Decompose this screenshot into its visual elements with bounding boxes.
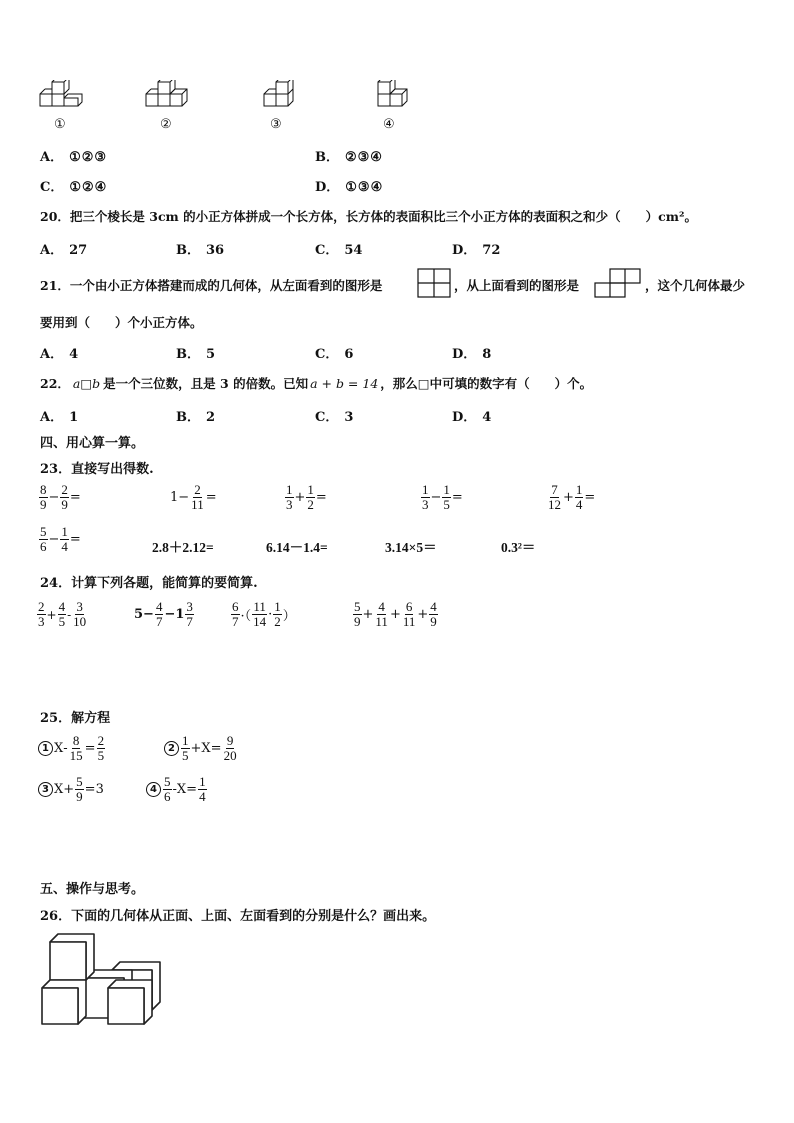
q19-figure-4 (378, 80, 407, 106)
q23-expr-2: 1− $\frac{2}{11}$ = (170, 482, 217, 512)
q22-expression: a□b (72, 376, 101, 391)
q22-question: 22． a□b 是一个三位数，且是 3 的倍数。已知 a + b = 14 ，那么□中可填的数字有（ ）个。 (40, 376, 593, 391)
q23-title: 23．直接写出得数. (40, 462, 154, 477)
q20-option-a[interactable]: A． 27 (40, 243, 88, 258)
q19-figure-1 (40, 80, 82, 106)
q23-expr-1: $\frac{8}{9}$ − $\frac{2}{9}$ = (40, 482, 81, 512)
q21-left-view (417, 268, 453, 300)
q19-figure-label-4: ④ (383, 117, 395, 132)
q19-figure-2 (146, 80, 187, 106)
q25-title: 25．解方程 (40, 711, 111, 726)
q24-expr-2: 5− $\frac{4}{7}$ −1 $\frac{3}{7}$ (134, 599, 193, 629)
q19-figure-label-1: ① (54, 117, 66, 132)
q19-figure-label-2: ② (160, 117, 172, 132)
q21-question-mid: ，从上面看到的图形是 (454, 278, 580, 293)
q22-option-b[interactable]: B． 2 (176, 410, 216, 425)
q21-top-view (594, 268, 642, 300)
q22-option-c[interactable]: C． 3 (315, 410, 354, 425)
q23-expr-8: 6.14－1.4= (266, 540, 328, 555)
q23-expr-9: 3.14×5＝ (385, 540, 437, 555)
q19-option-d[interactable]: D． ①③④ (315, 180, 384, 195)
q23-expr-4: $\frac{1}{3}$ − $\frac{1}{5}$ = (422, 482, 463, 512)
q23-expr-7: 2.8＋2.12= (152, 540, 214, 555)
q24-expr-3: $\frac{6}{7}$ ·（ $\frac{11}{14}$ · $\frac{1}{2}$ ） (232, 599, 296, 629)
q21-question-end: ，这个几何体最少 (645, 278, 746, 293)
q22-option-a[interactable]: A． 1 (40, 410, 79, 425)
q20-question: 20．把三个棱长是 3cm 的小正方体拼成一个长方体，长方体的表面积比三个小正方体的表面积之和少（ ）cm²。 (40, 209, 697, 224)
q22-equation: a + b = 14 (310, 376, 379, 391)
q19-option-a[interactable]: A． ①②③ (40, 150, 108, 165)
q21-question: 21．一个由小正方体搭建而成的几何体，从左面看到的图形是 (40, 278, 383, 293)
q19-option-b[interactable]: B． ②③④ (315, 150, 383, 165)
section-5-heading: 五、操作与思考。 (40, 882, 145, 897)
q26-solid-figure (36, 930, 168, 1030)
q26-title: 26．下面的几何体从正面、上面、左面看到的分别是什么？画出来。 (40, 909, 436, 924)
section-4-heading: 四、用心算一算。 (40, 436, 145, 451)
q21-option-a[interactable]: A． 4 (40, 347, 79, 362)
q25-equation-4: 4 $\frac{5}{6}$ - X = $\frac{1}{4}$ (146, 775, 208, 804)
q21-option-c[interactable]: C． 6 (315, 347, 354, 362)
q21-question-line2: 要用到（ ）个小正方体。 (40, 315, 203, 330)
q19-figure-label-3: ③ (270, 117, 282, 132)
q23-expr-5: $\frac{7}{12}$ + $\frac{1}{4}$ = (548, 482, 596, 512)
q20-option-c[interactable]: C． 54 (315, 243, 363, 258)
q22-option-d[interactable]: D． 4 (452, 410, 492, 425)
q20-option-d[interactable]: D． 72 (452, 243, 501, 258)
q23-expr-10: 0.3²＝ (501, 540, 536, 555)
q19-figure-3 (264, 80, 293, 106)
q21-option-d[interactable]: D． 8 (452, 347, 492, 362)
q19-figures (0, 80, 460, 120)
q19-option-c[interactable]: C． ①②④ (40, 180, 108, 195)
q25-equation-3: 3 X + $\frac{5}{9}$ =3 (38, 775, 104, 804)
q21-option-b[interactable]: B． 5 (176, 347, 216, 362)
q20-option-b[interactable]: B． 36 (176, 243, 225, 258)
q25-equation-2: 2 $\frac{1}{5}$ + X = $\frac{9}{20}$ (164, 734, 239, 763)
q23-expr-6: $\frac{5}{6}$ − $\frac{1}{4}$ = (40, 524, 81, 554)
q23-expr-3: $\frac{1}{3}$ + $\frac{1}{2}$ = (286, 482, 327, 512)
q24-expr-4: $\frac{5}{9}$ + $\frac{4}{11}$ + $\frac{6}{11}$ + $\frac{4}{9}$ (354, 599, 437, 629)
q24-title: 24．计算下列各题，能简算的要简算. (40, 576, 258, 591)
q24-expr-1: $\frac{2}{3}$ + $\frac{4}{5}$ - $\frac{3}{10}$ (38, 599, 87, 629)
q25-equation-1: 1 X - $\frac{8}{15}$ = $\frac{2}{5}$ (38, 734, 106, 763)
